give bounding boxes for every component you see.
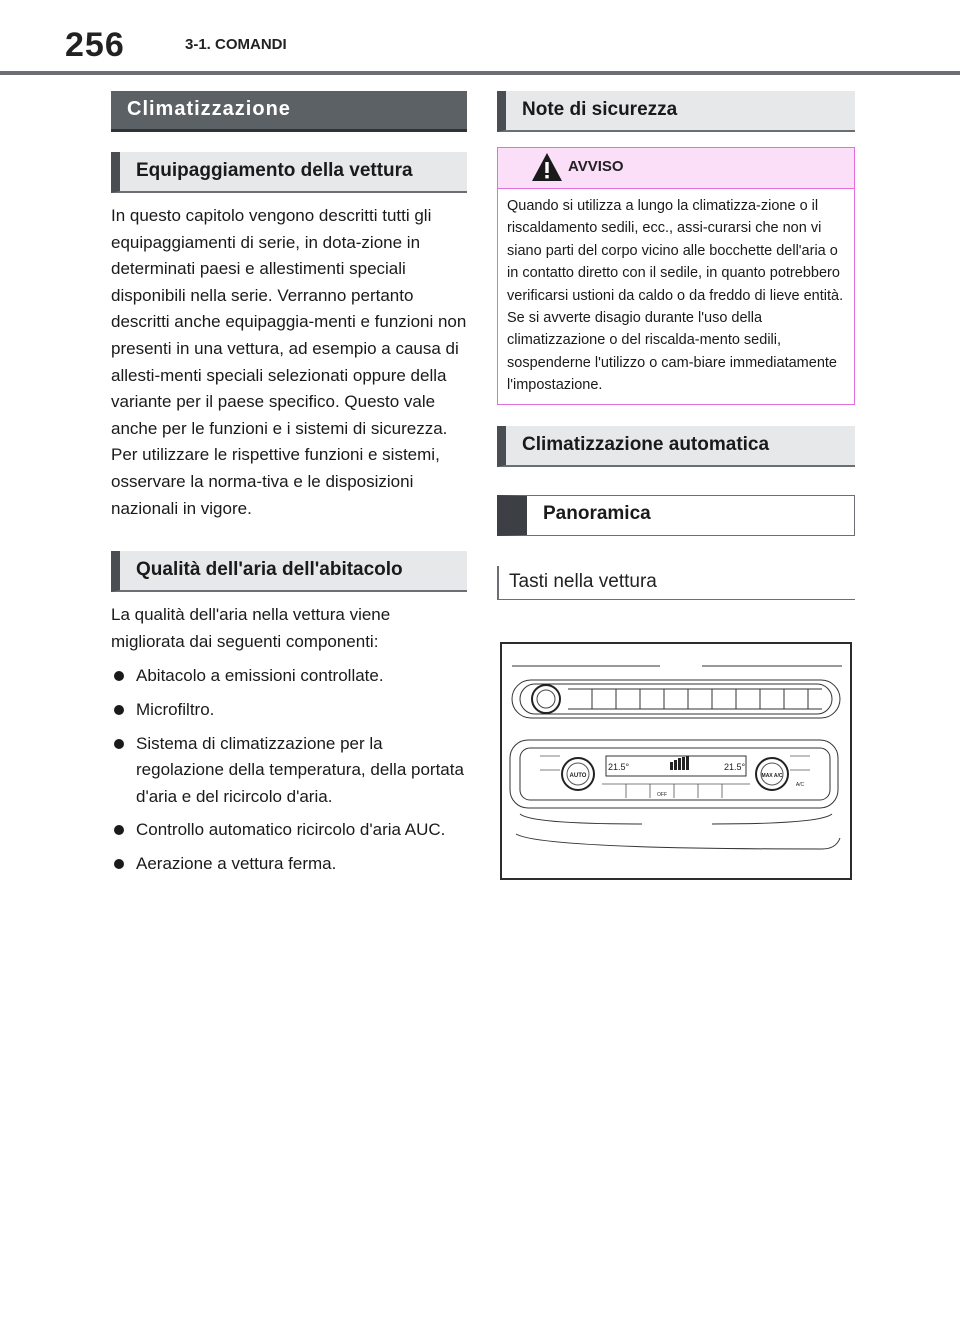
radio-knob (532, 685, 560, 713)
warning-header (498, 148, 854, 189)
page-header (0, 0, 960, 75)
overview-title: Panoramica (497, 495, 855, 536)
section-equipment-title: Equipaggiamento della vettura (111, 152, 467, 193)
section-equipment-text: In questo capitolo vengono descritti tutti gli equipaggiamenti di serie, in dota-zione in determinati paesi e allestimenti speciali disponibili nella serie. Verranno pertanto descritti anche equipaggia-menti e funzioni non presenti in una vettura, ad esempio a causa di allesti-menti speciali selezionati oppure della variante per il paese specifico. Questo vale anche per le funzioni e i sistemi di sicurezza. Per utilizzare le rispettive funzioni e sistemi, osservare la norma-tiva e le disposizioni nazionali in vigore. (111, 206, 467, 518)
warning-triangle-icon (531, 152, 563, 182)
section-air-quality-title: Qualità dell'aria dell'abitacolo (111, 551, 467, 592)
header-rule (0, 71, 960, 75)
main-title: Climatizzazione (111, 91, 467, 132)
bullet-icon (114, 705, 124, 715)
ac-button-label: A/C (795, 782, 805, 788)
max-ac-button-label: MAX A/C (761, 773, 783, 779)
list-item: Sistema di climatizzazione per la regolazione della temperatura, della portata d'aria e del ricircolo d'aria. (111, 731, 467, 811)
bullet-icon (114, 859, 124, 869)
air-quality-intro: La qualità dell'aria nella vettura viene migliorata dai seguenti componenti: (111, 605, 391, 651)
right-column (497, 91, 855, 600)
buttons-subtitle: Tasti nella vettura (497, 566, 855, 600)
climate-panel-figure (500, 642, 852, 880)
auto-button-label: AUTO (569, 773, 587, 779)
warning-text: Quando si utilizza a lungo la climatizza-zione o il riscaldamento sedili, ecc., assi-curarsi che non vi siano parti del corpo vicino alle bocchette dell'aria o in contatto diretto con il sedile, in quanto potrebbero verificarsi ustioni da caldo o da freddo di lieve entità. Se si avverte disagio durante l'uso della climatizzazione o del riscalda-mento sedili, sospenderne l'utilizzo o cam-biare immediatamente l'impostazione. (507, 198, 844, 394)
left-temp-knob[interactable] (562, 758, 594, 790)
list-item: Microfiltro. (111, 697, 467, 724)
climate-panel-illustration (502, 644, 850, 878)
safety-notes-title: Note di sicurezza (497, 91, 855, 132)
list-item: Controllo automatico ricircolo d'aria AUC. (111, 817, 467, 844)
temp-left-label: 21.5° (608, 762, 630, 772)
right-temp-knob[interactable] (756, 758, 788, 790)
bullet-icon (114, 671, 124, 681)
bullet-icon (114, 739, 124, 749)
temp-right-label: 21.5° (724, 762, 746, 772)
list-item: Aerazione a vettura ferma. (111, 851, 467, 878)
chapter-title: 3-1. COMANDI (185, 36, 287, 53)
left-column (111, 91, 467, 884)
off-button-label: OFF (657, 792, 667, 798)
list-item: Abitacolo a emissioni controllate. (111, 663, 467, 690)
warning-box (497, 147, 855, 405)
warning-title: AVVISO (568, 158, 624, 175)
page-number: 256 (65, 26, 125, 64)
air-quality-list (111, 663, 467, 877)
bullet-icon (114, 825, 124, 835)
auto-climate-title: Climatizzazione automatica (497, 426, 855, 467)
